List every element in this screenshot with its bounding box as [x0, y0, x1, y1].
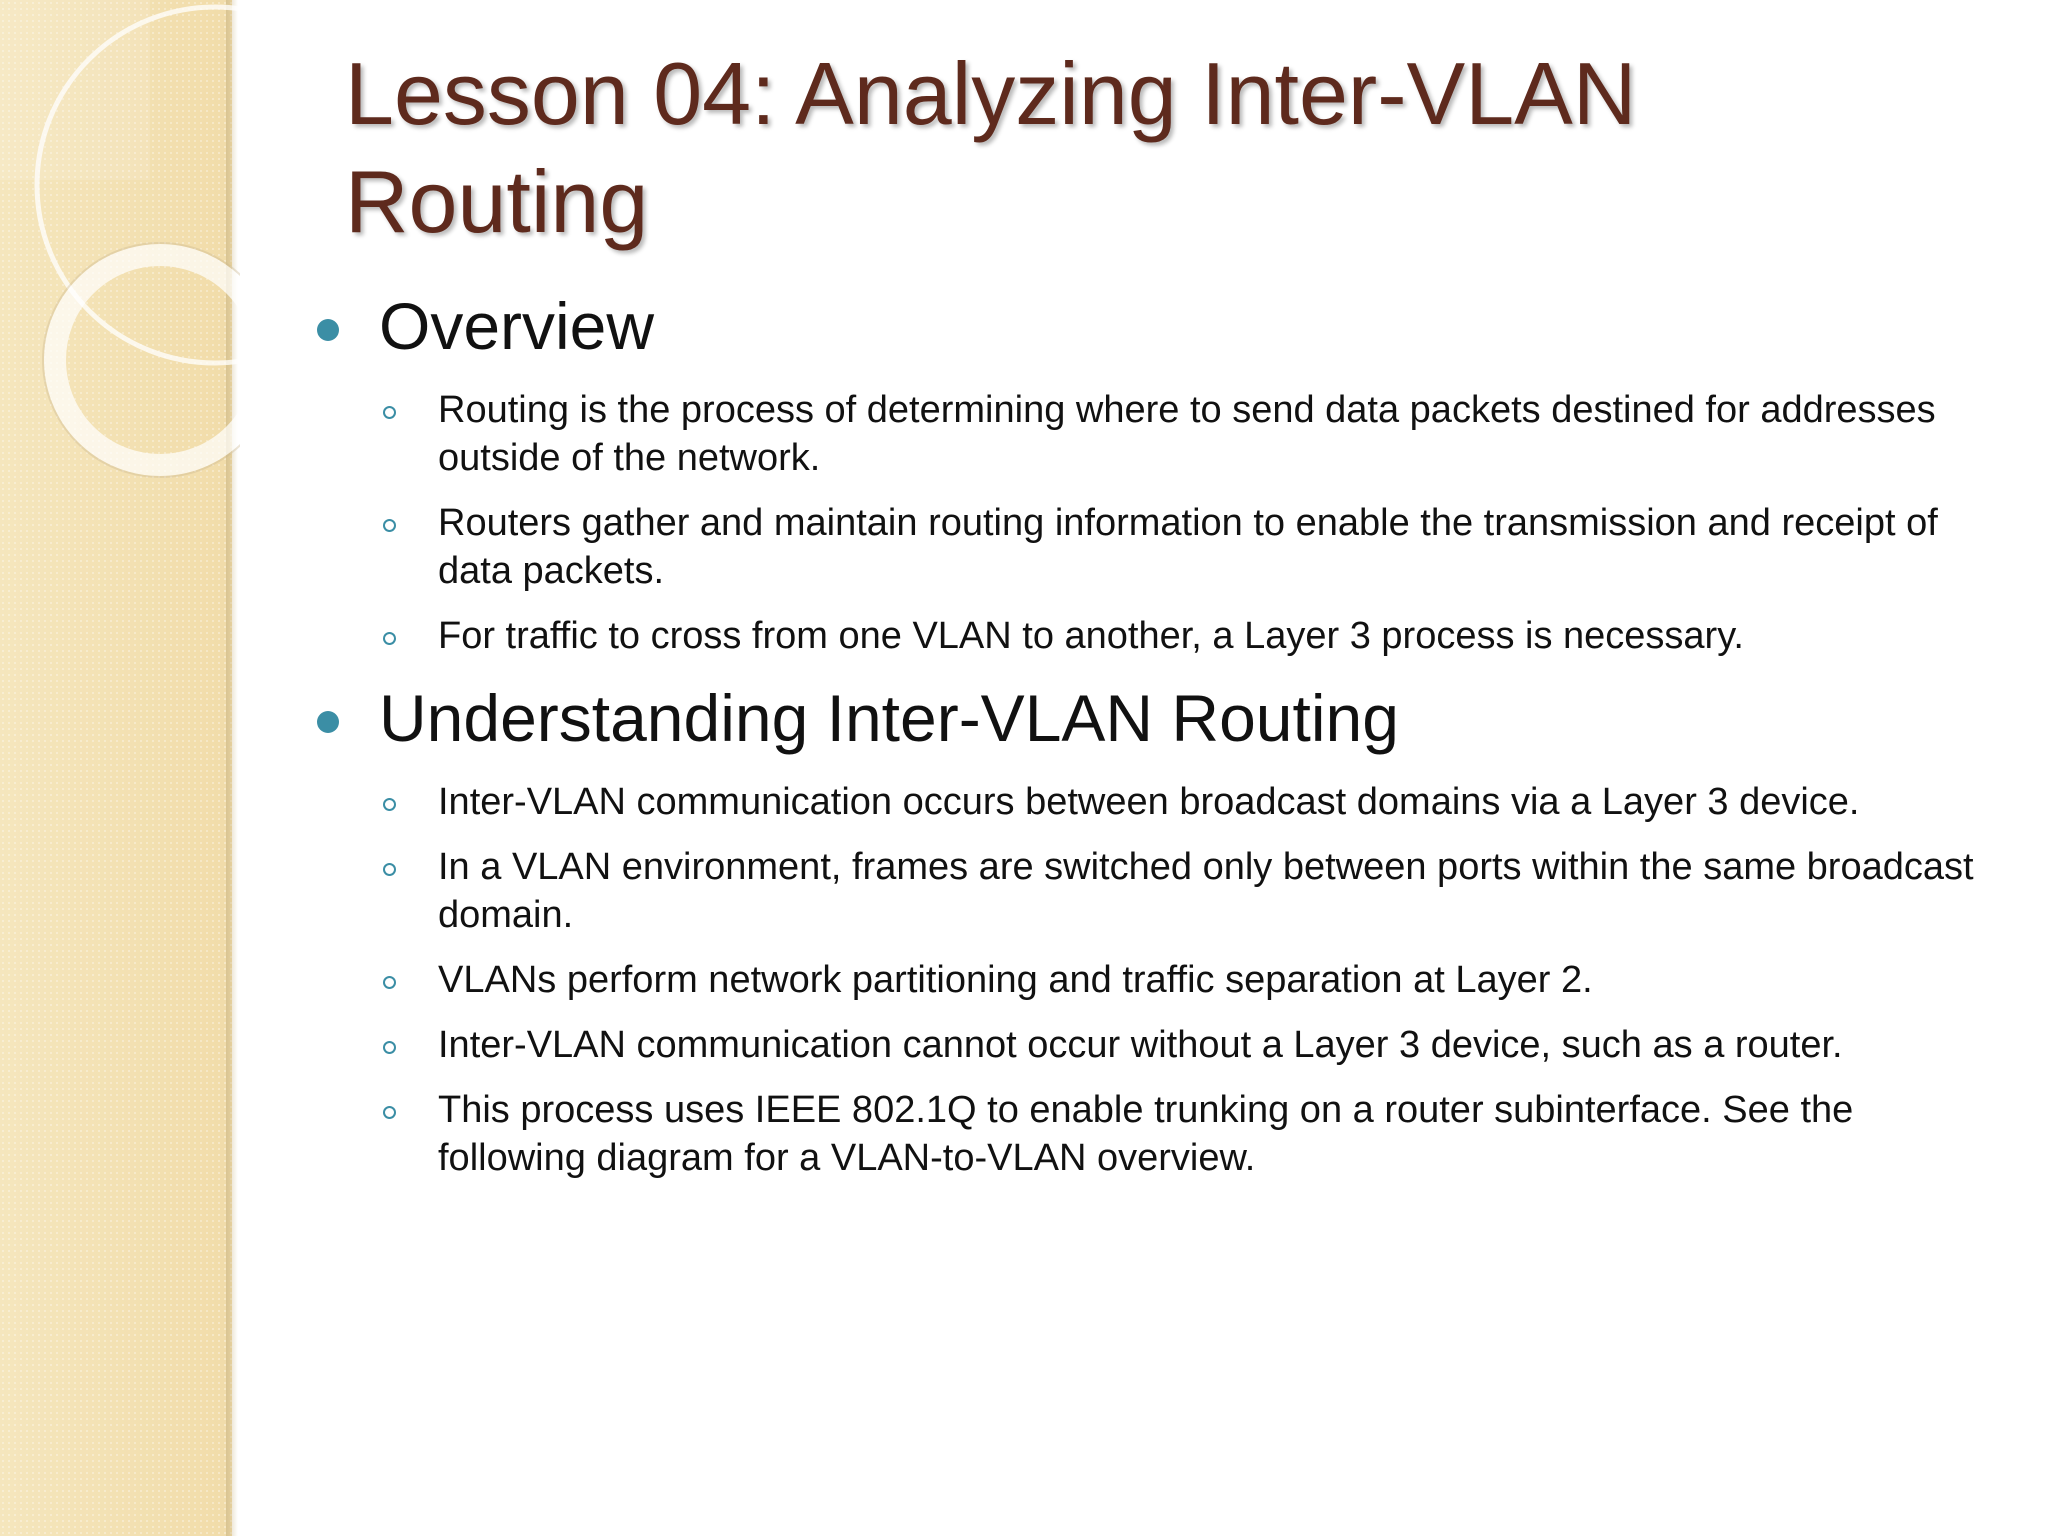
hollow-circle-bullet-icon: [383, 863, 396, 876]
bullet-text: In a VLAN environment, frames are switched only between ports within the same broadcast domain.: [438, 846, 1974, 936]
bullet-item: [310, 1086, 1990, 1182]
bullet-text: For traffic to cross from one VLAN to another, a Layer 3 process is necessary.: [438, 615, 1744, 657]
filled-circle-bullet-icon: [317, 319, 339, 341]
slide-title: Lesson 04: Analyzing Inter-VLAN Routing: [345, 44, 1637, 251]
bullet-item: [310, 612, 1990, 660]
hollow-circle-bullet-icon: [383, 976, 396, 989]
hollow-circle-bullet-icon: [383, 1041, 396, 1054]
bullet-text: Routing is the process of determining where to send data packets destined for addresses outside of the network.: [438, 389, 1936, 479]
section-heading-text: Understanding Inter-VLAN Routing: [379, 681, 1399, 755]
bullet-text: VLANs perform network partitioning and traffic separation at Layer 2.: [438, 959, 1593, 1001]
hollow-circle-bullet-icon: [383, 406, 396, 419]
bullet-item: [310, 1021, 1990, 1069]
section-heading-text: Overview: [379, 289, 655, 363]
decorative-rings: [0, 0, 240, 520]
bullet-item: [310, 843, 1990, 939]
bullet-text: This process uses IEEE 802.1Q to enable trunking on a router subinterface. See the following diagram for a VLAN-to-VLAN overview.: [438, 1089, 1854, 1179]
bullet-text: Inter-VLAN communication occurs between broadcast domains via a Layer 3 device.: [438, 781, 1860, 823]
hollow-circle-bullet-icon: [383, 798, 396, 811]
filled-circle-bullet-icon: [317, 711, 339, 733]
hollow-circle-bullet-icon: [383, 1106, 396, 1119]
bullet-item: [310, 956, 1990, 1004]
section-heading-understanding-inter-vlan-routing: [310, 680, 1990, 756]
section-heading-overview: [310, 288, 1990, 364]
bullet-item: [310, 499, 1990, 595]
bullet-item: [310, 778, 1990, 826]
bullet-text: Inter-VLAN communication cannot occur without a Layer 3 device, such as a router.: [438, 1024, 1843, 1066]
bullet-text: Routers gather and maintain routing information to enable the transmission and receipt of data packets.: [438, 502, 1938, 592]
hollow-circle-bullet-icon: [383, 519, 396, 532]
decorative-panel-corner: [0, 0, 150, 180]
hollow-circle-bullet-icon: [383, 632, 396, 645]
bullet-item: [310, 386, 1990, 482]
decorative-ring-small: [55, 255, 240, 465]
slide-content: [310, 280, 1990, 1199]
